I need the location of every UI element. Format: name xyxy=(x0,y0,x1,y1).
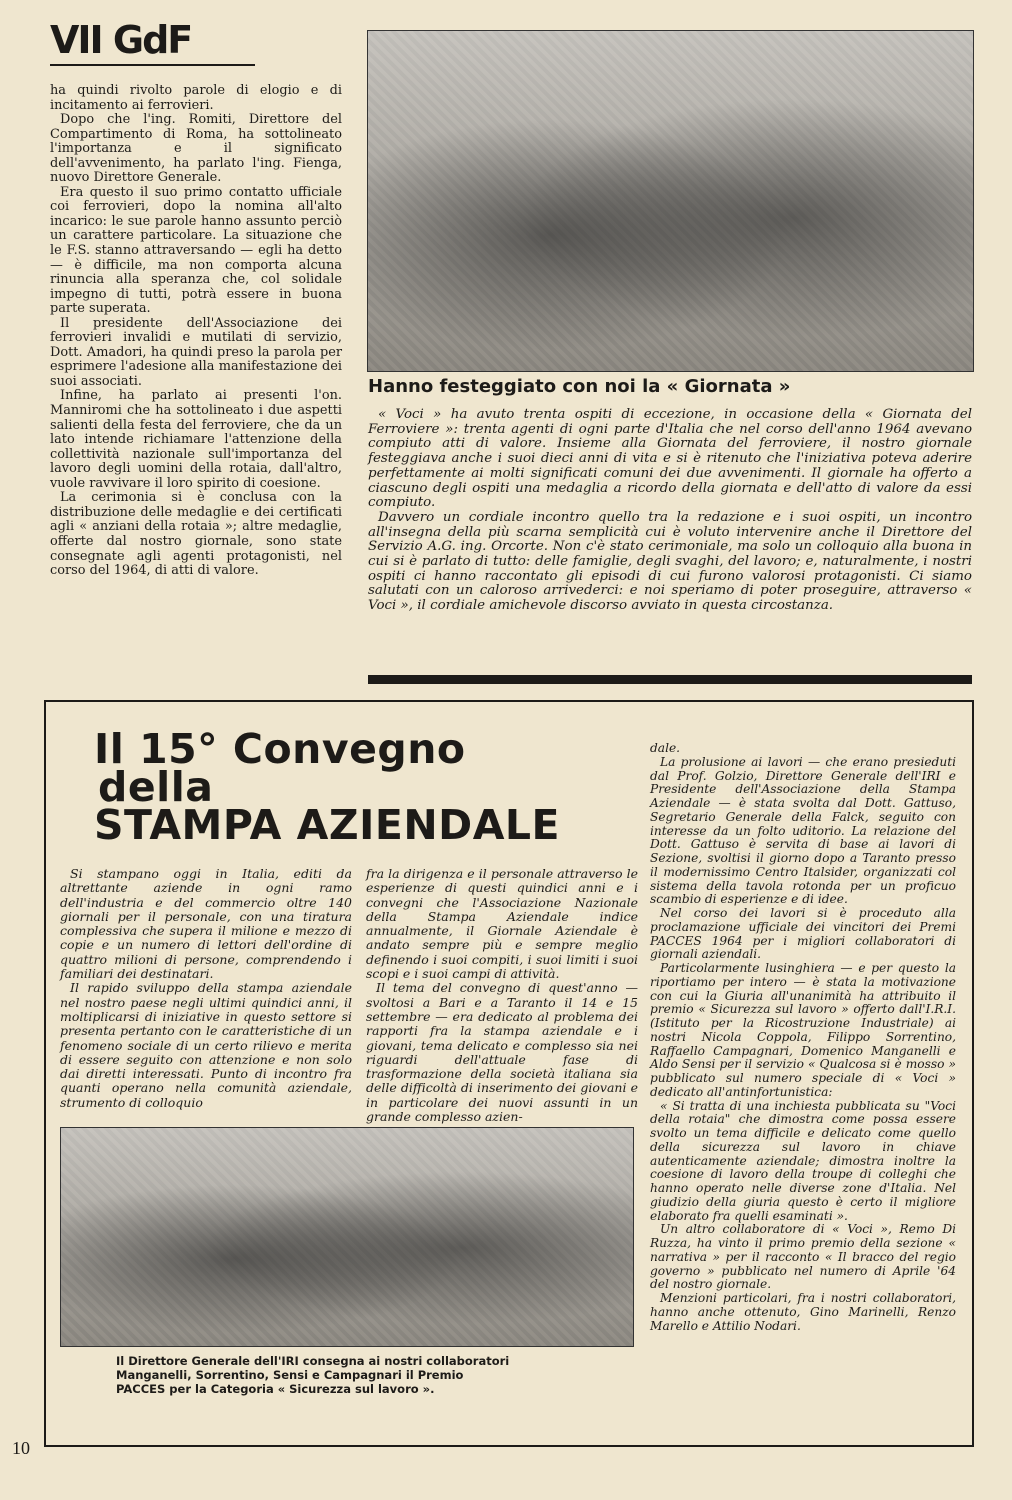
left-paragraph: Dopo che l'ing. Romiti, Direttore del Compartimento di Roma, ha sottolineato l'importanza e il significato dell'avvenimento, ha parlato l'ing. Fienga, nuovo Direttore Generale. xyxy=(50,112,342,186)
convegno-paragraph: Il tema del convegno di quest'anno — svoltosi a Bari e a Taranto il 14 e 15 settembre — era dedicato al problema dei rapporti fra la stampa aziendale e i giovani, tema delicato e complesso sia nei riguardi dell'attuale fase di trasformazione della società italiana sia delle difficoltà di inserimento dei giovani e in particolare dei nuovi assunti in un grande complesso azien- xyxy=(366,980,638,1125)
convegno-col3 xyxy=(650,742,956,1333)
convegno-paragraph: Nel corso dei lavori si è proceduto alla proclamazione ufficiale dei vincitori dei Premi PACCES 1964 per i migliori collaboratori di giornali aziendali. xyxy=(650,906,956,962)
convegno-paragraph: Un altro collaboratore di « Voci », Remo Di Ruzza, ha vinto il primo premio della sezione « narrativa » per il racconto « Il bracco del regio governo » pubblicato nel numero di Aprile '64 del nostro giornale. xyxy=(650,1222,956,1292)
convegno-title xyxy=(94,725,654,849)
convegno-paragraph: Menzioni particolari, fra i nostri collaboratori, hanno anche ottenuto, Gino Marinelli, Renzo Marello e Attilio Nodari. xyxy=(650,1291,956,1333)
convegno-paragraph: Particolarmente lusinghiera — e per questo la riportiamo per intero — è stata la motivazione con cui la Giuria all'unanimità ha attribuito il premio « Sicurezza sul lavoro » offerto dall'I.R.I. (Istituto per la Ricostruzione Industriale) ai nostri Nicola Coppola, Filippo Sorrentino, Raffaello Campagnari, Domenico Manganelli e Aldo Sensi per il servizio « Qualcosa si è mosso » pubblicato sul numero speciale di « Voci » dedicato all'antinfortunistica: xyxy=(650,961,956,1099)
group-photo xyxy=(367,30,974,372)
convegno-title-line3: STAMPA AZIENDALE xyxy=(94,801,561,849)
section-title-rule xyxy=(50,64,255,66)
award-photo xyxy=(60,1127,634,1347)
convegno-title-line1: Il 15° Convegno xyxy=(94,725,466,773)
top-story-paragraph: « Voci » ha avuto trenta ospiti di eccezione, in occasione della « Giornata del Ferroviere »: trenta agenti di ogni parte d'Italia che nel corso dell'anno 1964 avevano compiuto atti di valore. Insieme alla Giornata del ferroviere, il nostro giornale festeggiava anche i suoi dieci anni di vita e si è ritenuto che l'iniziativa poteva aderire perfettamente ai molti significati comuni dei due avvenimenti. Il giornale ha offerto a ciascuno degli ospiti una medaglia a ricordo della giornata e dell'atto di valore da essi compiuto. xyxy=(368,407,972,511)
left-column xyxy=(50,84,342,579)
left-paragraph: Era questo il suo primo contatto ufficiale coi ferrovieri, dopo la nomina all'alto incarico: le sue parole hanno assunto perciò un carattere particolare. La situazione che le F.S. stanno attraversando — egli ha detto — è difficile, ma non comporta alcuna rinuncia alla speranza che, col solidale impegno di tutti, potrà essere in buona parte superata. xyxy=(50,184,342,317)
convegno-col1 xyxy=(60,867,352,1110)
section-title: VII GdF xyxy=(50,18,192,62)
left-paragraph: ha quindi rivolto parole di elogio e di incitamento ai ferrovieri. xyxy=(50,83,342,113)
convegno-paragraph: dale. xyxy=(650,741,681,755)
convegno-paragraph: Il rapido sviluppo della stampa aziendale nel nostro paese negli ultimi quindici anni, il moltiplicarsi di iniziative in questo settore si presenta pertanto con le caratteristiche di un fenomeno sociale di un certo rilievo e merita di essere seguito con attenzione e non solo dai diretti interessati. Punto di incontro fra quanti operano nella comunità aziendale, strumento di colloquio xyxy=(60,980,352,1110)
convegno-col2 xyxy=(366,867,638,1124)
left-paragraph: Infine, ha parlato ai presenti l'on. Manniromi che ha sottolineato i due aspetti salienti della festa del ferroviere, che da un lato intende richiamare l'attenzione della collettività nazionale sull'importanza del lavoro degli uomini della rotaia, dall'altro, vuole ravvivare il loro spirito di coesione. xyxy=(50,388,342,491)
top-story-headline: Hanno festeggiato con noi la « Giornata » xyxy=(368,376,791,397)
convegno-paragraph: Si stampano oggi in Italia, editi da altrettante aziende in ogni ramo dell'industria e del commercio oltre 140 giornali per il personale, con una tiratura complessiva che supera il milione e mezzo di copie e un numero di lettori dell'ordine di quattro milioni di persone, comprendendo i familiari dei destinatari. xyxy=(60,866,352,982)
top-story-paragraph: Davvero un cordiale incontro quello tra la redazione e i suoi ospiti, un incontro all'insegna della più scarna semplicità cui è voluto intervenire anche il Direttore del Servizio A.G. ing. Orcorte. Non c'è stato cerimoniale, ma solo un colloquio alla buona in cui si è parlato di tutto: delle famiglie, degli svaghi, del lavoro; e, naturalmente, i nostri ospiti ci hanno raccontato gli episodi di cui furono valorosi protagonisti. Ci siamo salutati con un caloroso arrivederci: e noi speriamo di poter proseguire, attraverso « Voci », il cordiale amichevole discorso avviato in questa circostanza. xyxy=(368,509,972,614)
convegno-paragraph: fra la dirigenza e il personale attraverso le esperienze di questi quindici anni e i convegni che l'Associazione Nazionale della Stampa Aziendale indice annualmente, il Giornale Aziendale è andato sempre più e sempre meglio definendo i suoi compiti, i suoi limiti i suoi scopi e i suoi campi di attività. xyxy=(366,866,638,982)
left-paragraph: Il presidente dell'Associazione dei ferrovieri invalidi e mutilati di servizio, Dott. Amadori, ha quindi preso la parola per esprimere l'adesione alla manifestazione dei suoi associati. xyxy=(50,315,342,389)
convegno-paragraph: « Si tratta di una inchiesta pubblicata su "Voci della rotaia" che dimostra come possa essere svolto un tema difficile e delicato come quello della sicurezza sul lavoro in chiave autenticamente aziendale; dimostra inoltre la coesione di lavoro della troupe di colleghi che hanno operato nelle diverse zone d'Italia. Nel giudizio della giuria questo è certo il migliore elaborato fra quelli esaminati ». xyxy=(650,1098,956,1223)
award-photo-caption: Il Direttore Generale dell'IRI consegna ai nostri collaboratori Manganelli, Sorrentino, Sensi e Campagnari il Premio PACCES per la Categoria « Sicurezza sul lavoro ». xyxy=(116,1354,510,1396)
left-paragraph: La cerimonia si è conclusa con la distribuzione delle medaglie e dei certificati agli « anziani della rotaia »; altre medaglie, offerte dal nostro giornale, sono state consegnate agli agenti protagonisti, nel corso del 1964, di atti di valore. xyxy=(50,490,342,579)
page-number: 10 xyxy=(12,1438,30,1458)
convegno-title-line2: della xyxy=(98,763,214,811)
convegno-paragraph: La prolusione ai lavori — che erano presieduti dal Prof. Golzio, Direttore Generale dell'IRI e Presidente dell'Associazione della Stampa Aziendale — è stata svolta dal Dott. Gattuso, Segretario Generale della Falck, seguito con interesse da un folto uditorio. La relazione del Dott. Gattuso è servita di base ai lavori di Sezione, svoltisi il giorno dopo a Taranto presso il modernissimo Centro Italsider, organizzati col sistema della tavola rotonda per un proficuo scambio di esperienze e di idee. xyxy=(650,754,956,907)
divider-bar xyxy=(368,675,972,684)
top-story-body xyxy=(368,408,972,614)
